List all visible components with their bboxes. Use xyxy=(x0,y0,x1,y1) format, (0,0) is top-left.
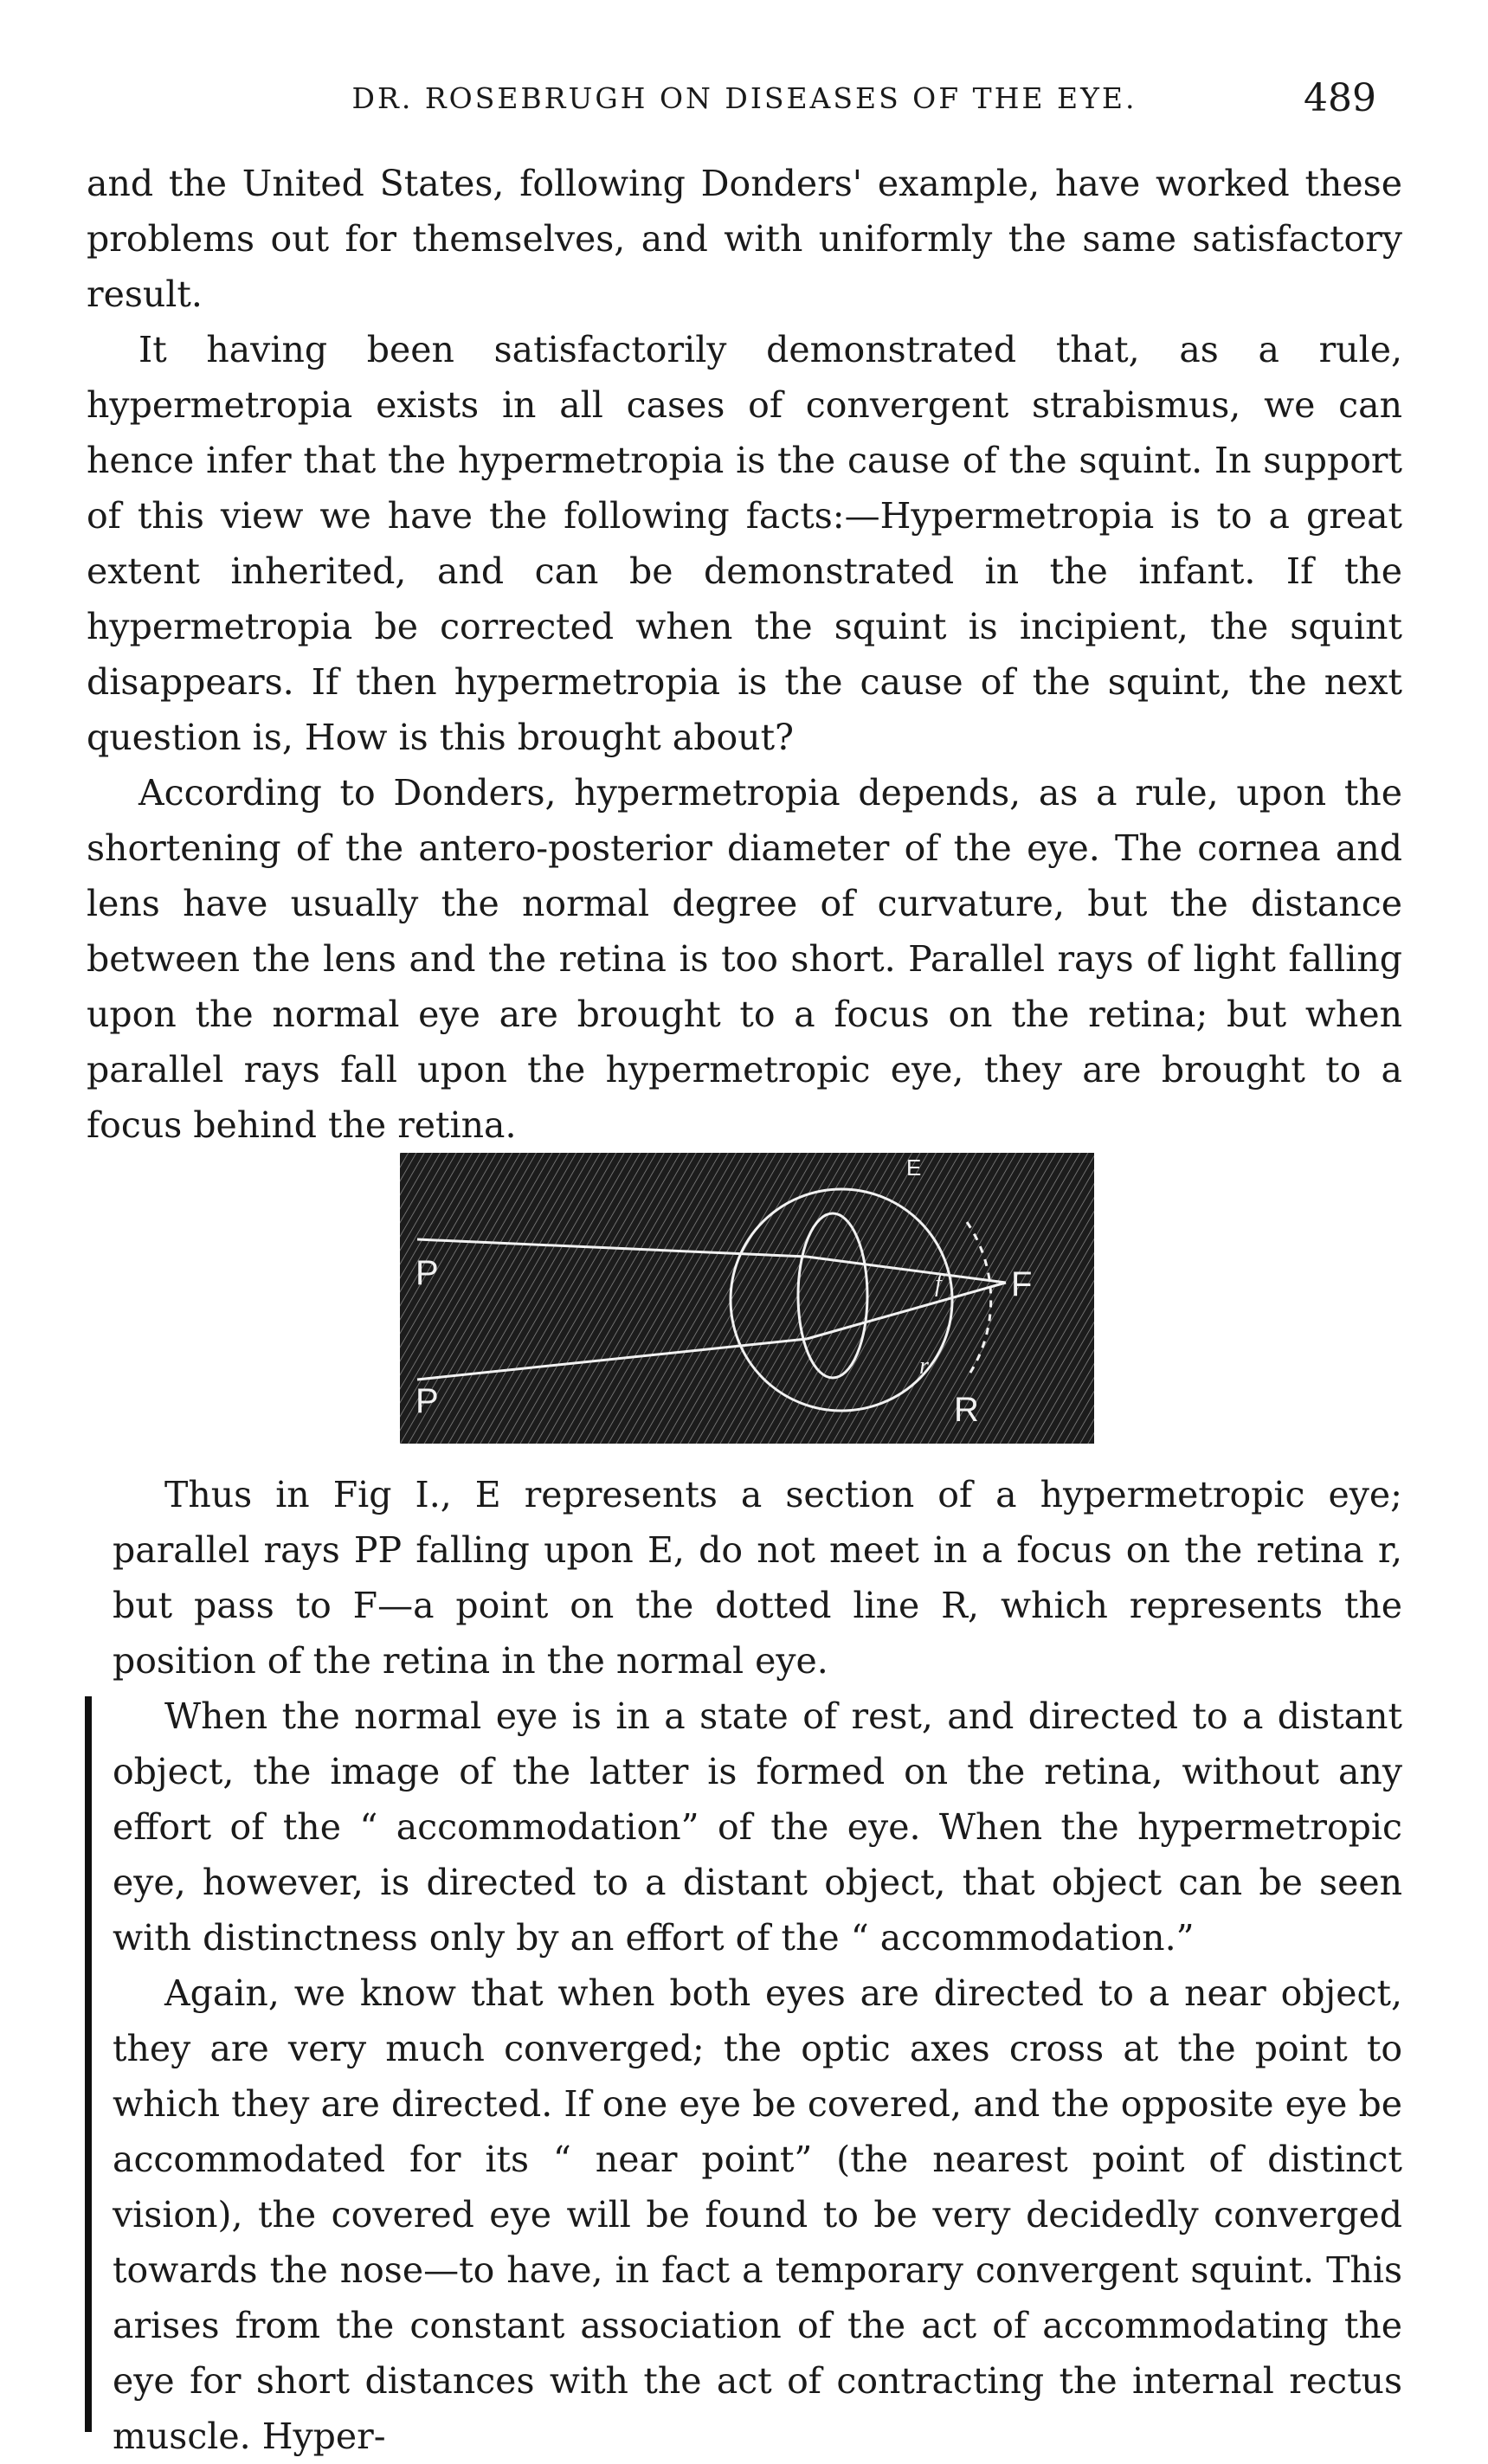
paragraph-normal-eye-rest: When the normal eye is in a state of rest, and directed to a distant object, the image of the latter is formed on the retina, without any effort of the “ accommodation” of the eye. When the hypermetropic eye, however, is directed to a distant object, that object can be seen with distinctness only by an effort of the “ accommodation.” xyxy=(113,1695,1402,1959)
label-r: R xyxy=(954,1391,979,1429)
figure-hypermetropic-eye xyxy=(400,1153,1094,1444)
upper-body-text xyxy=(87,156,1402,1153)
label-f-small: f xyxy=(935,1271,942,1297)
page-number: 489 xyxy=(1304,76,1376,120)
running-head: DR. ROSEBRUGH ON DISEASES OF THE EYE. xyxy=(351,81,1137,115)
paragraph-hypermetropia-cause: It having been satisfactorily demonstrated that, as a rule, hypermetropia exists in all cases of convergent strabismus, we can hence infer that the hypermetropia is the cause of the squint. In support of this view we have the following facts:—Hypermetropia is to a great extent inherited, and can be demonstrated in the infant. If the hypermetropia be corrected when the squint is incipient, the squint disappears. If then hypermetropia is the cause of the squint, the next question is, How is this brought about? xyxy=(87,329,1402,758)
lower-body-text xyxy=(113,1467,1402,2464)
paragraph-donders: According to Donders, hypermetropia depends, as a rule, upon the shortening of the antero-posterior diameter of the eye. The cornea and lens have usually the normal degree of curvature, but the distance between the lens and the retina is too short. Parallel rays of light falling upon the normal eye are brought to a focus on the retina; but when parallel rays fall upon the hypermetropic eye, they are brought to a focus behind the retina. xyxy=(87,772,1402,1146)
figure-background xyxy=(400,1153,1094,1444)
eye-diagram xyxy=(400,1153,1094,1444)
paragraph-figure-explanation: Thus in Fig I., E represents a section of a hypermetropic eye; parallel rays PP falling upon E, do not meet in a focus on the retina r, but pass to F—a point on the dotted line R, which represents the position of the retina in the normal eye. xyxy=(113,1474,1402,1682)
label-p-top: P xyxy=(415,1254,439,1292)
label-e: E xyxy=(906,1155,922,1181)
margin-rule xyxy=(85,1696,92,2432)
label-p-bottom: P xyxy=(415,1382,439,1420)
label-f: F xyxy=(1011,1265,1033,1303)
label-retina-r: r xyxy=(919,1353,929,1380)
paragraph-convergence: Again, we know that when both eyes are directed to a near object, they are very much converged; the optic axes cross at the point to which they are directed. If one eye be covered, and the opposite eye be accommodated for its “ near point” (the nearest point of distinct vision), the covered eye will be found to be very decidedly converged towards the nose—to have, in fact a temporary convergent squint. This arises from the constant association of the act of accommodating the eye for short distances with the act of contracting the internal rectus muscle. Hyper- xyxy=(113,1972,1402,2457)
paragraph-continuation: and the United States, following Donders' example, have worked these problems out for themselves, and with uniformly the same satisfactory result. xyxy=(87,163,1402,315)
page-header xyxy=(87,76,1402,128)
